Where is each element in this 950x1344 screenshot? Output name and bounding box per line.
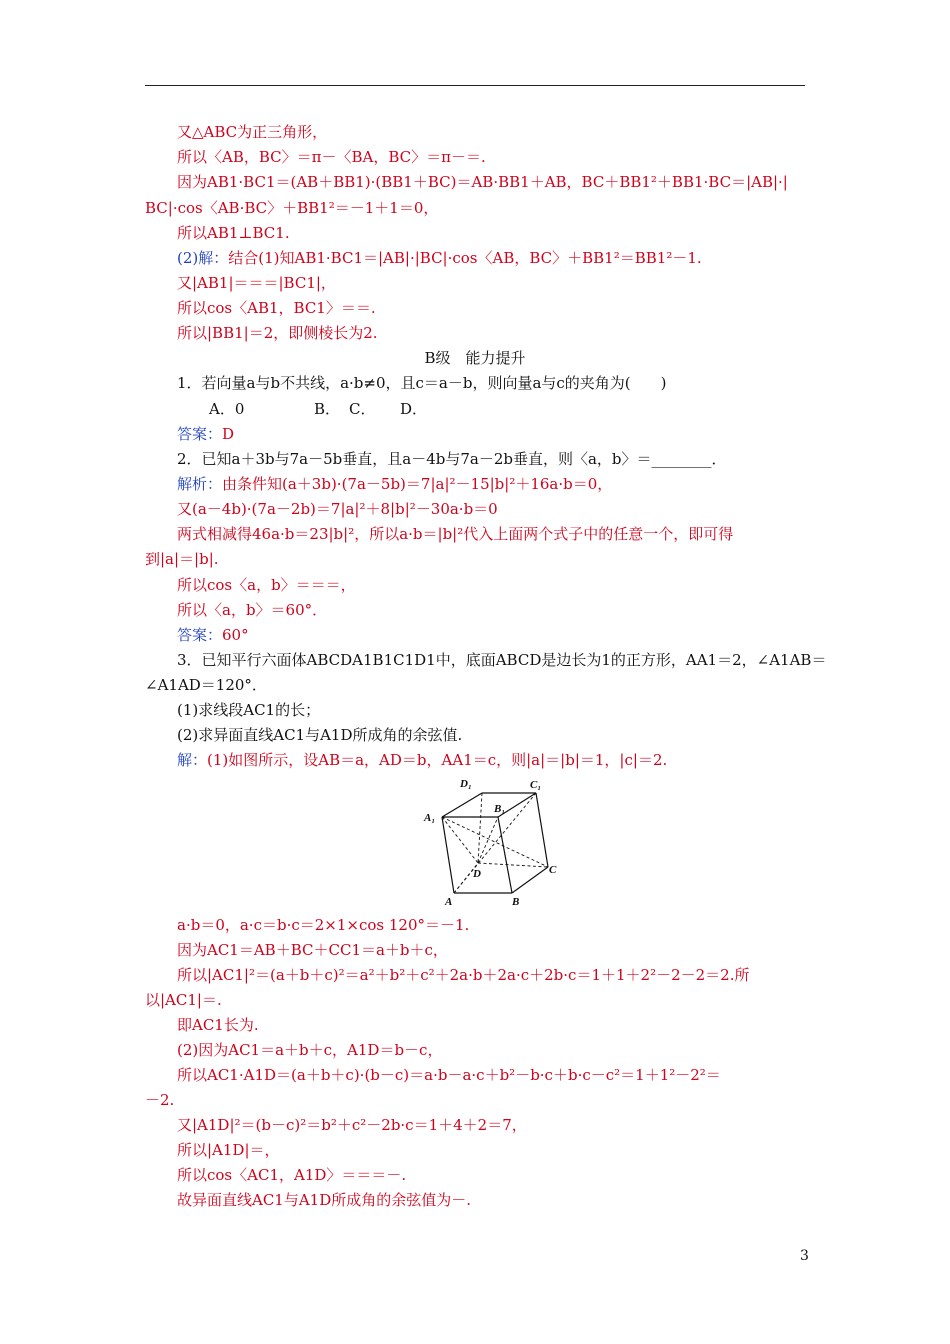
question-3-part-1: (1)求线段AC1的长； bbox=[177, 701, 321, 719]
answer-label: 答案： bbox=[177, 425, 223, 443]
question-3-part-2: (2)求异面直线AC1与A1D所成角的余弦值. bbox=[177, 726, 463, 744]
analysis-line bbox=[145, 473, 810, 495]
edge bbox=[442, 817, 454, 893]
text-line: 到|a|＝|b|. bbox=[145, 550, 219, 568]
text-line: 所以〈AB，BC〉＝π－〈BA，BC〉＝π－＝. bbox=[177, 148, 486, 166]
analysis-text: 由条件知(a＋3b)·(7a－5b)＝7|a|²－15|b|²＋16a·b＝0， bbox=[222, 475, 613, 493]
text-line: 所以〈a，b〉＝60°． bbox=[177, 601, 328, 619]
solution-label: (2)解： bbox=[177, 249, 229, 267]
hidden-edge bbox=[478, 863, 548, 867]
text-line: 又△ABC为正三角形， bbox=[177, 123, 328, 141]
answer-value: 60° bbox=[222, 626, 249, 644]
text-line: 所以cos〈AC1，A1D〉＝＝＝－. bbox=[177, 1166, 407, 1184]
solution-label: 解： bbox=[177, 751, 208, 769]
text-line: 所以AB1⊥BC1. bbox=[177, 224, 290, 242]
text-line: 所以|BB1|＝2，即侧棱长为2. bbox=[177, 324, 378, 342]
text-line: 又|AB1|＝＝＝|BC1|， bbox=[177, 274, 336, 292]
hidden-edge bbox=[478, 793, 482, 863]
option-c: C． bbox=[349, 400, 376, 418]
text-line: 又(a－4b)·(7a－2b)＝7|a|²＋8|b|²－30a·b＝0 bbox=[177, 500, 498, 518]
text-line: －2. bbox=[145, 1091, 175, 1109]
solution-2-line bbox=[145, 247, 810, 269]
solution-text: 结合(1)知AB1·BC1＝|AB|·|BC|·cos〈AB，BC〉＋BB1²＝BB1²－1. bbox=[228, 249, 702, 267]
diagonal bbox=[442, 817, 478, 863]
solution-3-line bbox=[145, 749, 810, 771]
edge bbox=[442, 793, 482, 817]
question-3: 3．已知平行六面体ABCDA1B1C1D1中，底面ABCD是边长为1的正方形，AA1＝2，∠A1AB＝ bbox=[177, 651, 827, 669]
text-line: 故异面直线AC1与A1D所成角的余弦值为－. bbox=[177, 1191, 472, 1209]
analysis-label: 解析： bbox=[177, 475, 223, 493]
text-line: a·b＝0，a·c＝b·c＝2×1×cos 120°＝－1. bbox=[177, 916, 470, 934]
solution-text: (1)如图所示，设AB＝a，AD＝b，AA1＝c，则|a|＝|b|＝1，|c|＝2. bbox=[207, 751, 668, 769]
edge bbox=[498, 817, 512, 893]
text-line: 又|A1D|²＝(b－c)²＝b²＋c²－2b·c＝1＋4＋2＝7， bbox=[177, 1116, 527, 1134]
vertex-label: C bbox=[549, 864, 557, 876]
section-title: B级 能力提升 bbox=[424, 349, 526, 367]
text-line: 以|AC1|＝. bbox=[145, 991, 222, 1009]
text-line: 所以|A1D|＝， bbox=[177, 1141, 280, 1159]
text-line: 两式相减得46a·b＝23|b|²，所以a·b＝|b|²代入上面两个式子中的任意一个，即可得 bbox=[177, 525, 734, 543]
header-rule bbox=[145, 85, 805, 86]
vertex-label: A₁ bbox=[424, 812, 436, 824]
text-line: 所以cos〈AB1，BC1〉＝＝. bbox=[177, 299, 376, 317]
question-3: ∠A1AD＝120°． bbox=[145, 676, 267, 694]
option-b: B． bbox=[314, 400, 341, 418]
text-line: 即AC1长为. bbox=[177, 1016, 259, 1034]
answer-value: D bbox=[222, 425, 235, 443]
edge bbox=[536, 793, 548, 867]
vertex-label: C₁ bbox=[530, 779, 542, 791]
text-line: 因为AC1＝AB＋BC＋CC1＝a＋b＋c， bbox=[177, 941, 448, 959]
vertex-label: D₁ bbox=[460, 778, 472, 790]
answer-1 bbox=[145, 423, 810, 445]
option-d: D． bbox=[400, 400, 428, 418]
text-line: BC|·cos〈AB·BC〉＋BB1²＝－1＋1＝0， bbox=[145, 199, 439, 217]
vertex-label: D bbox=[473, 868, 481, 880]
vertex-label: B bbox=[512, 896, 520, 907]
text-line: 因为AB1·BC1＝(AB＋BB1)·(BB1＋BC)＝AB·BB1＋AB，BC＋BB1²＋BB1·BC＝|AB|·| bbox=[177, 173, 788, 191]
edge bbox=[512, 867, 548, 893]
question-1: 1．若向量a与b不共线，a·b≠0，且c＝a－b，则向量a与c的夹角为( ) bbox=[177, 374, 667, 392]
page-number: 3 bbox=[800, 1248, 809, 1264]
diagonal bbox=[442, 817, 548, 867]
answer-2 bbox=[145, 624, 810, 646]
vertex-label: A bbox=[445, 896, 453, 907]
option-a: A．0 bbox=[209, 400, 245, 418]
diagonal bbox=[478, 817, 498, 863]
text-line: 所以|AC1|²＝(a＋b＋c)²＝a²＋b²＋c²＋2a·b＋2a·c＋2b·c＝1＋1＋2²－2－2＝2.所 bbox=[177, 966, 750, 984]
text-line: (2)因为AC1＝a＋b＋c，A1D＝b－c， bbox=[177, 1041, 443, 1059]
vertex-label: B₁ bbox=[494, 803, 506, 815]
question-1-options bbox=[145, 398, 810, 420]
text-line: 所以AC1·A1D＝(a＋b＋c)·(b－c)＝a·b－a·c＋b²－b·c＋b·c－c²＝1＋1²－2²＝ bbox=[177, 1066, 721, 1084]
parallelepiped-figure bbox=[420, 775, 560, 907]
text-line: 所以cos〈a，b〉＝＝＝， bbox=[177, 576, 356, 594]
question-2: 2．已知a＋3b与7a－5b垂直，且a－4b与7a－2b垂直，则〈a，b〉＝________． bbox=[177, 450, 727, 468]
answer-label: 答案： bbox=[177, 626, 223, 644]
